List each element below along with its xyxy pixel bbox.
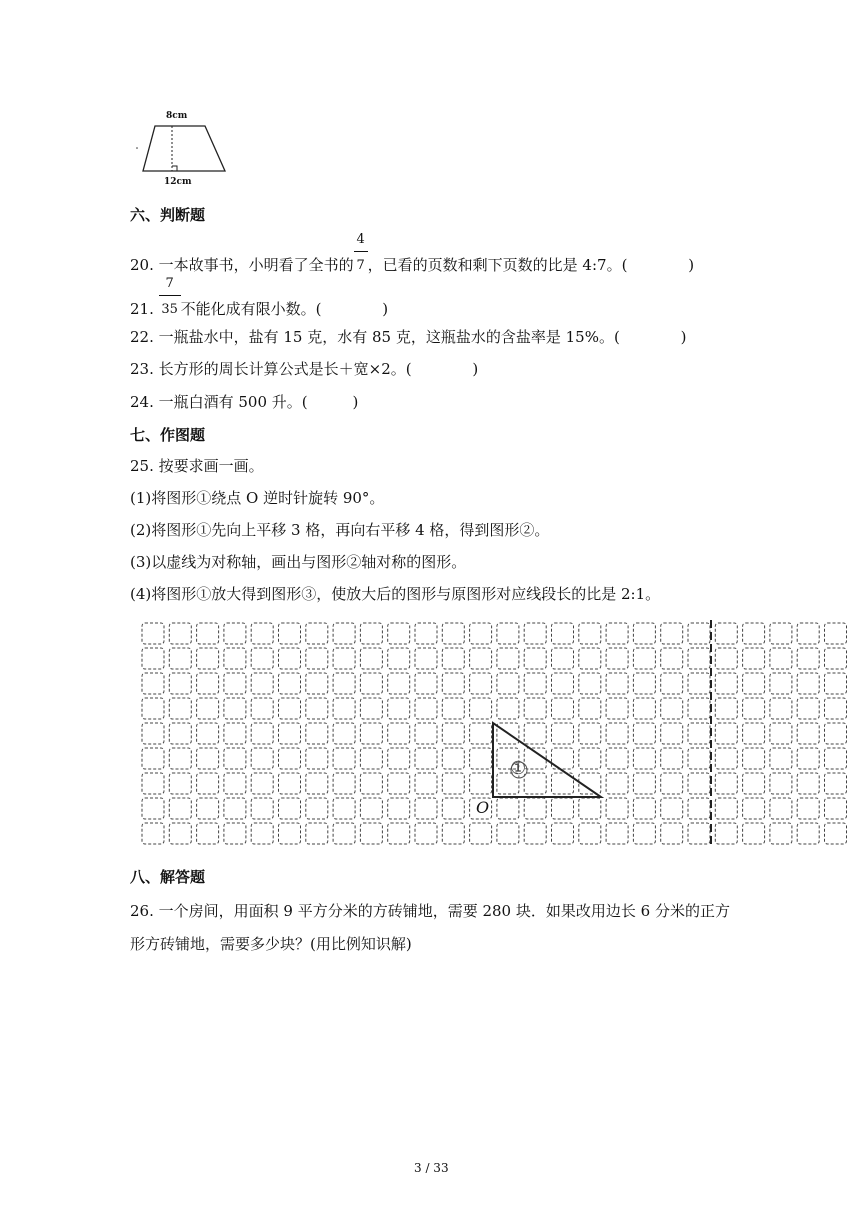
grid-cell [715,698,737,719]
grid-cell [306,698,328,719]
grid-cell [251,623,273,644]
grid-cell [715,723,737,744]
grid-cell [633,823,655,844]
grid-cell [661,673,683,694]
grid-cell [360,623,382,644]
q20-fraction [354,232,368,276]
grid-cell [415,698,437,719]
grid-cell [715,748,737,769]
grid-cell [251,648,273,669]
grid-cell [825,723,847,744]
grid-cell [661,698,683,719]
grid-cell [797,623,819,644]
grid-cell [552,698,574,719]
grid-cell [825,798,847,819]
grid-cell [442,648,464,669]
drawing-grid[interactable] [140,620,852,850]
q23-close: ) [472,360,479,378]
grid-cell [306,673,328,694]
grid-cell [251,773,273,794]
grid-cell [797,773,819,794]
grid-cell [279,798,301,819]
grid-cell [743,698,765,719]
grid-cell [470,698,492,719]
grid-cell [169,673,191,694]
grid-cell [579,698,601,719]
grid-cell [797,723,819,744]
grid-cell [333,648,355,669]
grid-svg[interactable] [140,620,852,850]
grid-cell [142,648,164,669]
grid-cell [388,748,410,769]
grid-cell [197,648,219,669]
section-6-title: 六、判断题 [130,206,206,224]
grid-cell [197,823,219,844]
grid-cell [279,748,301,769]
grid-cell [797,698,819,719]
grid-cell [470,748,492,769]
grid-cell [524,723,546,744]
grid-cell [606,823,628,844]
grid-cell [579,798,601,819]
grid-cell [797,823,819,844]
grid-cell [306,623,328,644]
q21-number: 21. [130,300,154,318]
q26-line-2: 形方砖铺地，需要多少块？(用比例知识解) [130,935,412,953]
grid-cell [224,798,246,819]
grid-cell [333,773,355,794]
grid-cell [606,723,628,744]
grid-cell [415,748,437,769]
grid-cell [333,823,355,844]
q21-frac-num: 7 [165,276,174,291]
grid-cell [169,698,191,719]
grid-cell [442,748,464,769]
grid-cell [360,798,382,819]
grid-cell [770,648,792,669]
shape-1-label: ① [510,758,527,779]
grid-cell [825,748,847,769]
q20-number: 20. [130,256,154,274]
grid-cell [770,798,792,819]
grid-cell [661,773,683,794]
grid-cell [552,673,574,694]
grid-cell [825,823,847,844]
grid-cell [470,773,492,794]
grid-cell [688,673,710,694]
grid-cell [633,648,655,669]
grid-cell [497,648,519,669]
grid-cell [688,798,710,819]
grid-cell [825,698,847,719]
grid-cell [743,748,765,769]
q25-intro: 25. 按要求画一画。 [130,457,264,475]
section-7-title: 七、作图题 [130,426,206,444]
q24-text: 24. 一瓶白酒有 500 升。( [130,393,308,411]
grid-cell [715,773,737,794]
grid-cell [224,748,246,769]
grid-cell [415,773,437,794]
grid-cell [197,673,219,694]
grid-cell [770,623,792,644]
grid-cell [442,723,464,744]
grid-cell [169,773,191,794]
grid-cell [388,823,410,844]
grid-cell [169,798,191,819]
grid-cell [797,748,819,769]
section-8-title: 八、解答题 [130,868,206,886]
grid-cell [360,648,382,669]
q25-item-2: (2)将图形①先向上平移 3 格，再向右平移 4 格，得到图形②。 [130,521,550,539]
grid-cell [333,723,355,744]
grid-cell [715,673,737,694]
grid-cell [224,823,246,844]
grid-cell [606,773,628,794]
q21-text: 不能化成有限小数。( [180,300,322,318]
grid-cell [688,623,710,644]
grid-cell [743,798,765,819]
grid-cell [142,773,164,794]
grid-cell [606,748,628,769]
grid-cell [606,673,628,694]
q21-frac-den: 35 [161,302,178,317]
grid-cell [797,673,819,694]
q20-close: ) [688,256,695,274]
question-20 [130,232,695,276]
grid-cell [169,748,191,769]
grid-cell [770,823,792,844]
grid-cell [497,698,519,719]
grid-cell [306,723,328,744]
grid-cell [633,773,655,794]
grid-cell [497,823,519,844]
grid-cell [442,798,464,819]
grid-cell [224,698,246,719]
grid-cell [169,823,191,844]
grid-cell [552,723,574,744]
grid-cell [552,623,574,644]
grid-cell [197,723,219,744]
question-21 [130,276,389,320]
grid-cell [688,698,710,719]
grid-cell [770,748,792,769]
grid-cell [333,673,355,694]
grid-cell [579,823,601,844]
grid-cell [688,773,710,794]
grid-cell [743,823,765,844]
grid-cell [224,673,246,694]
trapezoid-bottom-label: 12cm [164,177,192,187]
grid-cell [388,773,410,794]
point-o-label: O [476,798,490,817]
grid-cell [224,648,246,669]
grid-cell [388,698,410,719]
grid-cell [688,748,710,769]
grid-cell [251,748,273,769]
grid-cell [197,623,219,644]
grid-cell [333,748,355,769]
grid-cell [142,673,164,694]
grid-cell [606,623,628,644]
grid-cell [142,823,164,844]
grid-cell [470,823,492,844]
grid-cell [415,623,437,644]
grid-cell [715,798,737,819]
grid-cell [388,648,410,669]
grid-cell [279,673,301,694]
grid-cell [661,723,683,744]
grid-cell [470,673,492,694]
question-24 [130,392,358,412]
q21-close: ) [382,300,389,318]
grid-cell [169,723,191,744]
grid-cell [661,623,683,644]
grid-cell [442,698,464,719]
grid-cell [825,673,847,694]
grid-cell [825,773,847,794]
grid-cell [606,798,628,819]
grid-cell [552,648,574,669]
grid-cell [169,623,191,644]
grid-cell [552,798,574,819]
q22-close: ) [680,328,687,346]
grid-cell [415,798,437,819]
grid-cell [415,823,437,844]
grid-cell [743,773,765,794]
q26-line-1: 26. 一个房间，用面积 9 平方分米的方砖铺地，需要 280 块．如果改用边长 6 分米的正方 [130,902,730,920]
grid-cell [333,798,355,819]
grid-cell [743,673,765,694]
grid-cell [715,648,737,669]
grid-cell [579,748,601,769]
grid-cell [825,648,847,669]
grid-cell [306,798,328,819]
grid-cell [470,623,492,644]
grid-cell [415,648,437,669]
grid-cell [524,773,546,794]
grid-cell [333,623,355,644]
grid-cell [633,698,655,719]
grid-cell [497,673,519,694]
grid-cell [388,798,410,819]
grid-cell [388,673,410,694]
grid-cell [770,673,792,694]
grid-cell [552,823,574,844]
grid-cell [142,723,164,744]
grid-cell [524,623,546,644]
trapezoid-top-label: 8cm [166,111,188,121]
grid-cell [360,748,382,769]
grid-cell [770,698,792,719]
grid-cell [279,723,301,744]
grid-cell [224,623,246,644]
grid-cell [142,698,164,719]
grid-cell [197,748,219,769]
grid-cell [497,623,519,644]
grid-cell [579,673,601,694]
grid-cell [279,773,301,794]
grid-cell [797,798,819,819]
grid-cell [606,698,628,719]
grid-cell [306,648,328,669]
grid-cell [197,798,219,819]
grid-cell [661,823,683,844]
grid-cell [770,723,792,744]
q24-close: ) [352,393,359,411]
grid-cell [197,698,219,719]
grid-cell [415,673,437,694]
grid-cell [197,773,219,794]
grid-cell [306,748,328,769]
grid-cell [524,673,546,694]
grid-cell [442,823,464,844]
grid-cell [743,623,765,644]
grid-cell [306,823,328,844]
q23-text: 23. 长方形的周长计算公式是长＋宽×2。( [130,360,412,378]
trapezoid-figure [130,108,240,192]
grid-cell [524,798,546,819]
grid-cell [279,648,301,669]
q20-text-b: ，已看的页数和剩下页数的比是 4:7。( [367,256,628,274]
grid-cell [661,798,683,819]
grid-cell [279,698,301,719]
grid-cell [251,798,273,819]
grid-cell [688,723,710,744]
grid-cell [579,648,601,669]
grid-cell [633,673,655,694]
grid-cell [497,798,519,819]
grid-cell [279,823,301,844]
grid-cell [251,673,273,694]
grid-cell [306,773,328,794]
grid-cell [633,723,655,744]
grid-cell [606,648,628,669]
grid-cell [770,773,792,794]
grid-cell [470,648,492,669]
grid-cell [633,748,655,769]
grid-cell [715,623,737,644]
grid-cell [442,773,464,794]
grid-cell [360,723,382,744]
grid-cell [360,823,382,844]
grid-cell [224,773,246,794]
grid-cell [224,723,246,744]
grid-cell [524,698,546,719]
grid-cell [360,698,382,719]
grid-cell [360,673,382,694]
grid-cell [797,648,819,669]
grid-cell [579,723,601,744]
grid-cell [442,673,464,694]
grid-cell [142,798,164,819]
grid-cell [251,723,273,744]
grid-cell [743,648,765,669]
grid-cell [142,623,164,644]
grid-cell [142,748,164,769]
grid-cell [688,648,710,669]
q25-item-1: (1)将图形①绕点 O 逆时针旋转 90°。 [130,489,385,507]
grid-cell [333,698,355,719]
grid-cell [442,623,464,644]
question-22 [130,327,686,347]
grid-cell [388,623,410,644]
grid-cell [661,648,683,669]
grid-cell [524,648,546,669]
q22-text: 22. 一瓶盐水中，盐有 15 克，水有 85 克，这瓶盐水的含盐率是 15%。( [130,328,620,346]
grid-cell [279,623,301,644]
grid-cell [388,723,410,744]
grid-cell [169,648,191,669]
grid-cell [251,698,273,719]
grid-cell [251,823,273,844]
q21-fraction [159,276,181,320]
q20-text-a: 一本故事书，小明看了全书的 [158,256,354,274]
grid-cell [743,723,765,744]
question-23 [130,359,478,379]
q20-frac-den: 7 [356,258,365,273]
grid-cell [688,823,710,844]
grid-cell [415,723,437,744]
grid-cell [470,723,492,744]
grid-cell [661,748,683,769]
grid-cell [524,823,546,844]
q25-item-4: (4)将图形①放大得到图形③，使放大后的图形与原图形对应线段长的比是 2:1。 [130,585,661,603]
grid-cell [715,823,737,844]
q25-item-3: (3)以虚线为对称轴，画出与图形②轴对称的图形。 [130,553,467,571]
grid-cell [825,623,847,644]
grid-cell [579,623,601,644]
grid-cell [360,773,382,794]
q20-frac-num: 4 [356,232,365,247]
grid-cell [633,623,655,644]
page-number: 3 / 33 [414,1161,449,1175]
grid-cell [633,798,655,819]
